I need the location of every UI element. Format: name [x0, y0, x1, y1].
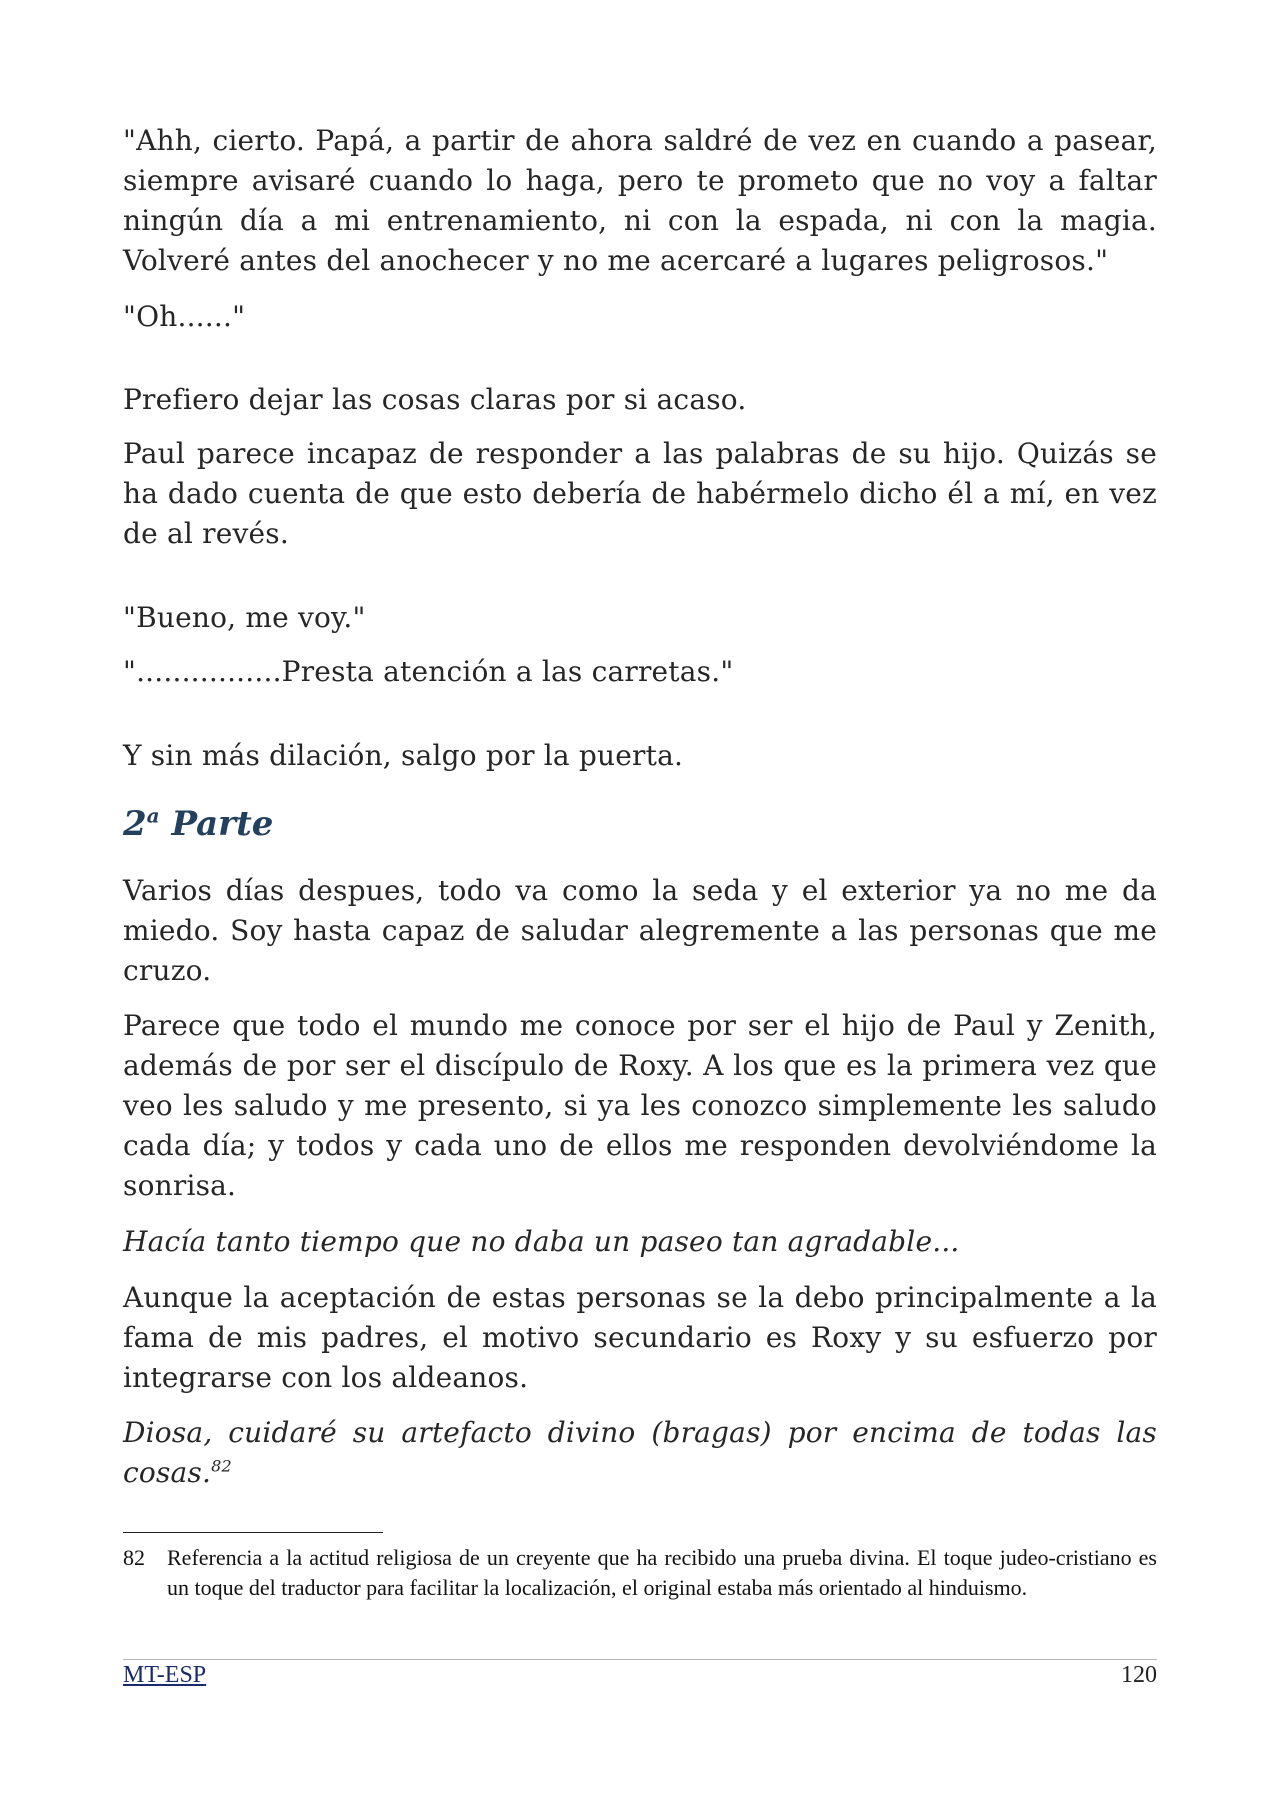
- heading-superscript: a: [146, 803, 160, 828]
- section-heading: [123, 800, 273, 848]
- paragraph-7: Y sin más dilación, salgo por la puerta.: [123, 739, 684, 772]
- paragraph-2: "Oh......": [123, 300, 246, 333]
- paragraph-10-italic: Hacía tanto tiempo que no daba un paseo tan agradable...: [123, 1225, 960, 1258]
- paragraph-3: Prefiero dejar las cosas claras por si acaso.: [123, 383, 747, 416]
- paragraph-8: Varios días despues, todo va como la seda y el exterior ya no me da miedo. Soy hasta capaz de saludar alegremente a las personas que me cruzo.: [123, 874, 1157, 987]
- heading-text: Parte: [171, 804, 274, 844]
- heading-number: 2: [123, 804, 147, 844]
- footnote-number: 82: [123, 1545, 145, 1570]
- paragraph-11: Aunque la aceptación de estas personas se la debo principalmente a la fama de mis padres, el motivo secundario es Roxy y su esfuerzo por integrarse con los aldeanos.: [123, 1281, 1157, 1394]
- paragraph-6: "................Presta atención a las carretas.": [123, 655, 734, 688]
- paragraph-9: Parece que todo el mundo me conoce por ser el hijo de Paul y Zenith, además de por ser el discípulo de Roxy. A los que es la primera vez que veo les saludo y me presento, si ya les conozco simplemente les saludo cada día; y todos y cada uno de ellos me responden devolviéndome la sonrisa.: [123, 1009, 1157, 1202]
- footnote-divider: [123, 1532, 383, 1533]
- footer-divider: [123, 1659, 1157, 1660]
- footnote-reference[interactable]: 82: [211, 1456, 232, 1476]
- footnote-text: Referencia a la actitud religiosa de un creyente que ha recibido una prueba divina. El toque judeo-cristiano es un toque del traductor para facilitar la localización, el original estaba más orientado al hinduismo.: [167, 1545, 1157, 1600]
- page-number: 120: [1121, 1662, 1157, 1688]
- paragraph-4: Paul parece incapaz de responder a las palabras de su hijo. Quizás se ha dado cuenta de que esto debería de habérmelo dicho él a mí, en vez de al revés.: [123, 437, 1157, 550]
- paragraph-1: "Ahh, cierto. Papá, a partir de ahora saldré de vez en cuando a pasear, siempre avisaré cuando lo haga, pero te prometo que no voy a faltar ningún día a mi entrenamiento, ni con la espada, ni con la magia. Volveré antes del anochecer y no me acercaré a lugares peligrosos.": [123, 124, 1157, 277]
- paragraph-5: "Bueno, me voy.": [123, 601, 366, 634]
- paragraph-12-text: Diosa, cuidaré su artefacto divino (bragas) por encima de todas las cosas.: [123, 1416, 1157, 1489]
- paragraph-12-italic: [123, 1413, 1157, 1493]
- footer-link[interactable]: MT-ESP: [123, 1662, 207, 1688]
